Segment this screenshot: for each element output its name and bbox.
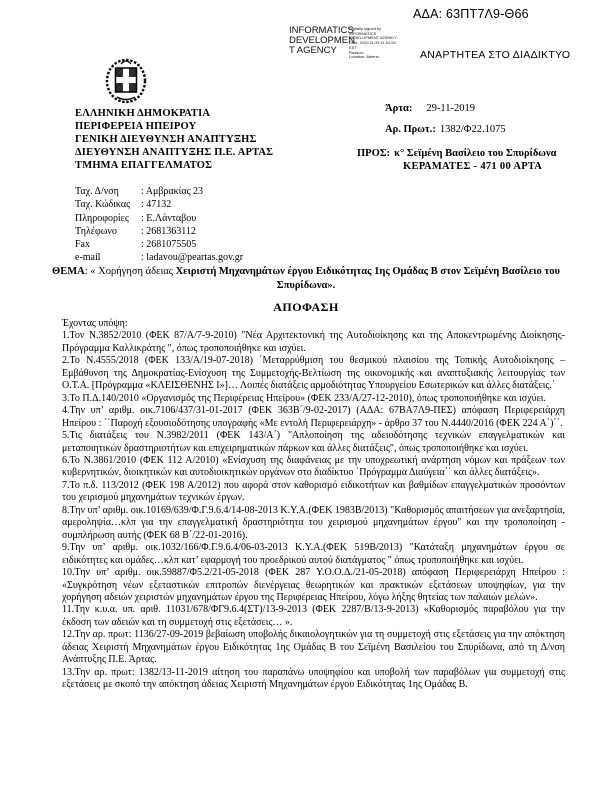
letterhead-line: ΠΕΡΙΦΕΡΕΙΑ ΗΠΕΙΡΟΥ — [75, 121, 197, 132]
contact-label: Ταχ. Δ/νση — [75, 186, 119, 197]
date-line — [385, 103, 475, 114]
to-label: ΠΡΟΣ: — [357, 148, 391, 159]
having-regard-line: Έχοντας υπόψη: — [62, 318, 128, 329]
subject-normal: : « Χορήγηση άδειας — [84, 266, 176, 277]
contact-block — [75, 185, 243, 265]
hellenic-republic-emblem — [103, 57, 149, 110]
contact-row — [75, 212, 243, 225]
contact-row — [75, 251, 243, 264]
signature-agency-name — [289, 26, 355, 56]
stamp-line: DEVELOPMENT AGENCY — [349, 35, 397, 41]
agency-line: INFORMATICS — [289, 25, 354, 36]
legal-item-4: 4.Την υπ’ αριθμ. οικ.7106/437/31-01-2017 (ΦΕΚ 363Β΄/9-02-2017) (ΑΔΑ: 67ΒΑ7Λ9-ΠΕΣ) απόφαση Περιφερειάρχη Ηπείρου : ΄΄Παροχή εξουσιοδότησης υπογραφής «Με εντολή Περιφερειάρχη» - άρθρο 37 του Ν.4440/2016 (ΦΕΚ 224 Α΄)΄΄. — [62, 405, 565, 429]
stamp-line: Digitally signed by — [349, 26, 382, 31]
stamp-line: Date: 2019.11.29 11:51:52 — [349, 40, 396, 46]
contact-label: e-mail — [75, 252, 101, 264]
contact-row — [75, 238, 243, 251]
legal-item-12: 12.Την αρ. πρωτ: 1136/27-09-2019 βεβαίωση υποβολής δικαιολογητικών για τη συμμετοχή στις εξετάσεις για την απόκτηση άδειας Χειριστή Μηχανημάτων έργου Ειδικότητας 1ης Ομάδας Β του Σεϊμένη Βασιλείου του Σπυρίδωνα, από τη Δ/νση Ανάπτυξης Π.Ε. Άρτας. — [62, 629, 565, 666]
date-value: 29-11-2019 — [426, 103, 476, 114]
letterhead-line: ΔΙΕΥΘΥΝΣΗ ΑΝΑΠΤΥΞΗΣ Π.Ε. ΑΡΤΑΣ — [75, 147, 274, 158]
letterhead-line: ΓΕΝΙΚΗ ΔΙΕΥΘΥΝΣΗ ΑΝΑΠΤΥΞΗΣ — [75, 134, 257, 145]
contact-row — [75, 225, 243, 238]
city-label: Άρτα: — [385, 103, 413, 114]
decision-heading: ΑΠΟΦΑΣΗ — [273, 300, 339, 314]
legal-item-10: 10.Την υπ’ αριθμ. οικ.59887/Φ5.2/21-05-2018 (ΦΕΚ 287 Υ.Ο.Ο.Δ./21-05-2018) απόφαση Περιφερειάρχη Ηπείρου : «Συγκρότηση νέων εξεταστικών επιτροπών διενέργειας θεωρητικών και πρακτικών εξετάσεων υποψηφίων, για την χορήγηση αδειών χειριστών μηχανημάτων έργου της Περιφέρειας Ηπείρου, λόγω λήξης θητείας των παλαιών μελών». — [62, 567, 565, 603]
digital-signature-stamp — [349, 27, 419, 60]
contact-row — [75, 185, 243, 198]
contact-value: : 2681363112 — [141, 225, 196, 237]
subject-line — [46, 265, 566, 292]
letterhead-line: ΤΜΗΜΑ ΕΠΑΓΓΕΛΜΑΤΟΣ — [75, 160, 213, 171]
legal-item-2: 2.Το Ν.4555/2018 (ΦΕΚ 133/Α/19-07-2018) ΄Μεταρρύθμιση του θεσμικού πλαισίου της Τοπικής Αυτοδιοίκησης – Εμβάθυνση της Δημοκρατίας-Ενίσχυση της Συμμετοχής-Βελτίωση της οικονομικής και αναπτυξιακής λειτουργίας των Ο.Τ.Α. [Πρόγραμμα «ΚΛΕΙΣΘΕΝΗΣ Ι»]… Λοιπές διατάξεις αρμοδιότητας Υπουργείου Εσωτερικών και άλλες διατάξεις.΄ — [62, 355, 565, 392]
stamp-line: Location: Athens — [349, 54, 379, 60]
agency-line: T AGENCY — [289, 45, 337, 56]
contact-label: Fax — [75, 239, 90, 251]
anartitea-label: ΑΝΑΡΤΗΤΕΑ ΣΤΟ ΔΙΑΔΙΚΤΥΟ — [420, 49, 571, 61]
contact-label: Πληροφορίες — [75, 212, 129, 224]
contact-value: : ladavou@peartas.gov.gr — [141, 252, 244, 264]
subject-bold: Χειριστή Μηχανημάτων έργου Ειδικότητας 1ης Ομάδας Β στον Σεϊμένη Βασίλειο του Σπυρίδωνα». — [175, 266, 560, 291]
protocol-label: Αρ. Πρωτ.: — [385, 124, 436, 135]
recipient-address: ΚΕΡΑΜΑΤΕΣ - 471 00 ΑΡΤΑ — [403, 161, 543, 172]
letterhead-line: ΕΛΛΗΝΙΚΗ ΔΗΜΟΚΡΑΤΙΑ — [75, 108, 211, 119]
protocol-value: 1382/Φ22.1075 — [439, 124, 506, 135]
contact-value: : Αμβρακίας 23 — [141, 186, 204, 197]
legal-basis — [62, 318, 565, 692]
stamp-line: INFORMATICS — [349, 30, 377, 36]
contact-value: : 2681075505 — [141, 239, 197, 251]
legal-item-3: 3.Το Π.Δ.140/2010 «Οργανισμός της Περιφέρειας Ηπείρου» (ΦΕΚ 233/Α/27-12-2010), όπως τροποποιήθηκε και ισχύει. — [62, 392, 546, 404]
legal-item-8: 8.Την υπ’ αριθμ. οικ.10169/639/Φ.Γ.9.6.4/14-08-2013 Κ.Υ.Α.(ΦΕΚ 1983Β/2013) "Καθορισμός απαιτήσεων για ανεξαρτησία, αμεροληψία…κλπ για την επαγγελματική δραστηριότητα του χειρισμού μηχανημάτων έργου" και την τροποποίηση - συμπλήρωση αυτής (ΦΕΚ 68 Β΄/22-01-2016). — [62, 504, 565, 541]
subject-label: ΘΕΜΑ — [52, 266, 85, 277]
legal-item-9: 9.Την υπ’ αριθμ. οικ.1032/166/Φ.Γ.9.6.4/06-03-2013 Κ.Υ.Α.(ΦΕΚ 519Β/2013) "Κατάταξη μηχανημάτων έργου σε ειδικότητες και ομάδες…κλπ κατ’ εφαρμογή του προεδρικού αυτού διατάγματος " όπως τροποποιήθηκε και ισχύει. — [62, 542, 565, 566]
legal-item-5: 5.Τις διατάξεις του Ν.3982/2011 (ΦΕΚ 143/Α΄) "Απλοποίηση της αδειοδότησης τεχνικών επαγγελματικών και μεταποιητικών δραστηριοτήτων και επιχειρηματικών πάρκων και άλλες διατάξεις", όπως τροποποιήθηκε και ισχύει. — [62, 430, 565, 454]
protocol-line — [385, 124, 506, 135]
stamp-line: Reason: — [349, 49, 364, 55]
contact-row — [75, 198, 243, 211]
agency-line: DEVELOPMEN — [289, 35, 355, 46]
legal-item-11: 11.Την κ.υ.α. υπ. αριθ. 11031/678/ΦΓ9.6.4(ΣΤ)/13-9-2013 (ΦΕΚ 2287/Β/13-9-2013) «Καθορισμός παραβόλου για την έκδοση των αδειών και τη συμμετοχή στις εξετάσεις… ». — [62, 604, 565, 628]
to-name: κ° Σεϊμένη Βασίλειο του Σπυρίδωνα — [394, 148, 557, 159]
contact-label: Τηλέφωνο — [75, 225, 117, 237]
coat-of-arms-icon — [103, 57, 149, 105]
legal-item-13: 13.Την αρ. πρωτ: 1382/13-11-2019 αίτηση του παραπάνω υποψηφίου και υποβολή των παραβόλων για συμμετοχή στις εξετάσεις με σκοπό την απόκτηση άδειας Χειριστή Μηχανημάτων έργου Ειδικότητας 1ης Ομάδας Β. — [62, 666, 565, 691]
letterhead — [75, 107, 273, 172]
legal-item-7: 7.Το π.δ. 113/2012 (ΦΕΚ 198 Α/2012) που αφορά στον καθορισμό ειδικοτήτων και βαθμίδων επαγγελματικών προσόντων του χειρισμού μηχανημάτων τεχνικών έργων. — [62, 479, 565, 504]
stamp-line: EET — [349, 44, 357, 50]
contact-label: Ταχ. Κώδικας — [75, 199, 131, 211]
ada-number: ΑΔΑ: 63ΠΤ7Λ9-Θ66 — [413, 7, 529, 21]
recipient-line — [357, 148, 557, 159]
legal-item-1: 1.Τον Ν.3852/2010 (ΦΕΚ 87/Α/7-9-2010) "Νέα Αρχιτεκτονική της Αυτοδιοίκησης και της Αποκεντρωμένης Διοίκησης-Πρόγραμμα Καλλικράτης ", όπως τροποποιήθηκε και ισχύει. — [62, 330, 565, 354]
contact-value: : Ε.Λάνταβου — [141, 212, 197, 224]
legal-item-6: 6.Το Ν.3861/2010 (ΦΕΚ 112 Α/2010) «Ενίσχυση της διαφάνειας με την υποχρεωτική ανάρτηση νόμων και πράξεων των κυβερνητικών, διοικητικών και αυτοδιοικητικών οργάνων στο διαδίκτυο ΄Πρόγραμμα Διαύγεια΄΄ και άλλες διατάξεις». — [62, 454, 565, 479]
contact-value: : 47132 — [141, 199, 172, 211]
